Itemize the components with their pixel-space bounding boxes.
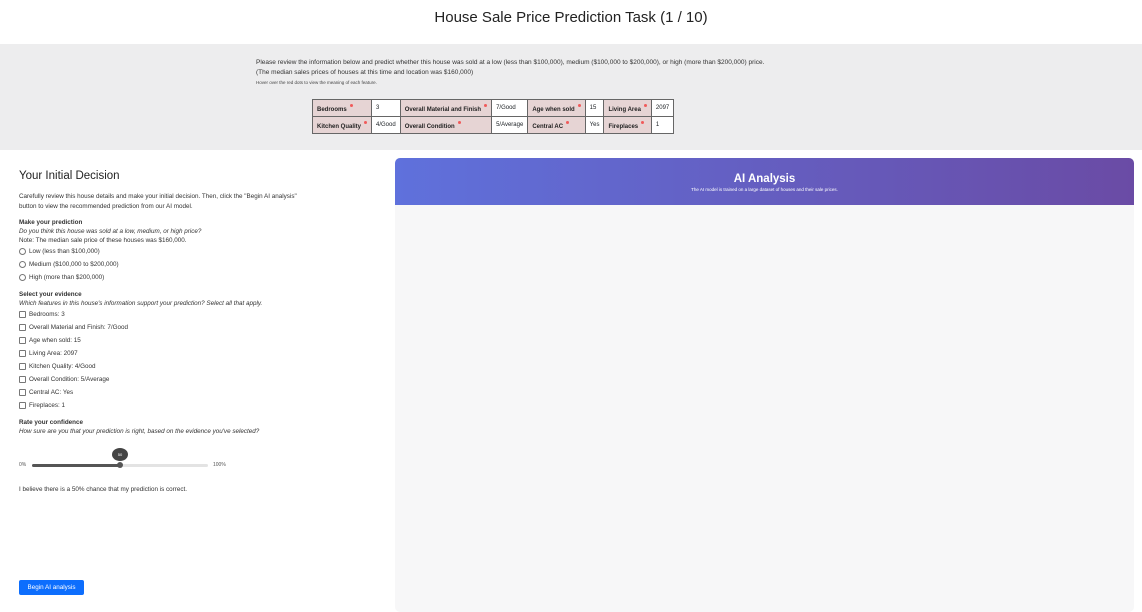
ai-analysis-panel — [395, 158, 1134, 612]
confidence-group — [19, 418, 299, 493]
initial-decision-panel — [19, 170, 299, 493]
feature-value: Yes — [585, 117, 604, 134]
feature-label: Kitchen Quality — [313, 117, 372, 134]
instructions-text: Please review the information below and predict whether this house was sold at a low (less than $100,000), medium ($100,000 to $200,000), or high (more than $200,000) price. (The median sales prices of houses at this time and location was $160,000) — [256, 59, 765, 76]
checkbox-option[interactable]: Bedrooms: 3 — [19, 308, 299, 321]
feature-label: Overall Condition — [400, 117, 491, 134]
decision-description: Carefully review this house details and make your initial decision. Then, click the "Begin AI analysis" button to view the recommended prediction from our AI model. — [19, 193, 297, 210]
checkbox[interactable] — [19, 350, 26, 357]
evidence-group — [19, 290, 299, 412]
info-dot-icon[interactable] — [566, 121, 569, 124]
feature-label: Age when sold — [528, 100, 585, 117]
checkbox-option[interactable]: Fireplaces: 1 — [19, 399, 299, 412]
ai-analysis-title: AI Analysis — [733, 173, 796, 185]
checkbox-option[interactable]: Overall Material and Finish: 7/Good — [19, 321, 299, 334]
info-dot-icon[interactable] — [484, 104, 487, 107]
checkbox[interactable] — [19, 311, 26, 318]
radio-button[interactable] — [19, 274, 26, 281]
slider-handle[interactable] — [117, 462, 123, 468]
feature-value: 7/Good — [492, 100, 528, 117]
ai-analysis-header — [395, 158, 1134, 205]
checkbox-option[interactable]: Overall Condition: 5/Average — [19, 373, 299, 386]
slider-fill — [32, 464, 120, 467]
feature-label: Living Area — [604, 100, 651, 117]
checkbox[interactable] — [19, 376, 26, 383]
confidence-question: How sure are you that your prediction is right, based on the evidence you've selected? — [19, 428, 260, 435]
slider-max-label: 100% — [213, 462, 226, 468]
radio-button[interactable] — [19, 248, 26, 255]
radio-button[interactable] — [19, 261, 26, 268]
prediction-note: Note: The median sale price of these houses was $160,000. — [19, 237, 187, 244]
slider-value-tooltip: 50 — [112, 448, 128, 461]
prediction-question: Do you think this house was sold at a low, medium, or high price? — [19, 228, 202, 235]
checkbox[interactable] — [19, 324, 26, 331]
checkbox-option[interactable]: Kitchen Quality: 4/Good — [19, 360, 299, 373]
feature-label: Fireplaces — [604, 117, 651, 134]
radio-option-high[interactable]: High (more than $200,000) — [19, 271, 299, 284]
confidence-slider[interactable] — [19, 440, 299, 470]
evidence-title: Select your evidence — [19, 291, 82, 298]
prediction-group — [19, 218, 299, 284]
checkbox-option[interactable]: Living Area: 2097 — [19, 347, 299, 360]
info-dot-icon[interactable] — [458, 121, 461, 124]
info-dot-icon[interactable] — [641, 121, 644, 124]
feature-value: 1 — [651, 117, 673, 134]
feature-label: Central AC — [528, 117, 585, 134]
feature-value: 15 — [585, 100, 604, 117]
info-dot-icon[interactable] — [350, 104, 353, 107]
prediction-title: Make your prediction — [19, 219, 83, 226]
hover-hint: Hover over the red dots to view the meaning of each feature. — [256, 80, 377, 85]
checkbox[interactable] — [19, 363, 26, 370]
features-table — [312, 99, 674, 134]
checkbox[interactable] — [19, 337, 26, 344]
table-row — [313, 100, 674, 117]
feature-label: Overall Material and Finish — [400, 100, 491, 117]
feature-label: Bedrooms — [313, 100, 372, 117]
info-dot-icon[interactable] — [364, 121, 367, 124]
feature-value: 2097 — [651, 100, 673, 117]
info-dot-icon[interactable] — [644, 104, 647, 107]
confidence-title: Rate your confidence — [19, 419, 84, 426]
page-title: House Sale Price Prediction Task (1 / 10) — [434, 9, 708, 26]
radio-option-low[interactable]: Low (less than $100,000) — [19, 245, 299, 258]
info-dot-icon[interactable] — [578, 104, 581, 107]
checkbox-option[interactable]: Central AC: Yes — [19, 386, 299, 399]
feature-value: 4/Good — [372, 117, 401, 134]
checkbox-option[interactable]: Age when sold: 15 — [19, 334, 299, 347]
checkbox[interactable] — [19, 402, 26, 409]
checkbox[interactable] — [19, 389, 26, 396]
radio-option-medium[interactable]: Medium ($100,000 to $200,000) — [19, 258, 299, 271]
begin-ai-analysis-button[interactable]: Begin AI analysis — [19, 580, 84, 595]
confidence-statement: I believe there is a 50% chance that my prediction is correct. — [19, 486, 187, 493]
ai-analysis-subtitle: The AI model is trained on a large dataset of houses and their sale prices. — [691, 187, 838, 192]
feature-value: 5/Average — [492, 117, 528, 134]
feature-value: 3 — [372, 100, 401, 117]
table-row — [313, 117, 674, 134]
evidence-question: Which features in this house's information support your prediction? Select all that apply. — [19, 300, 263, 307]
section-title: Your Initial Decision — [19, 170, 120, 182]
slider-min-label: 0% — [19, 462, 27, 468]
